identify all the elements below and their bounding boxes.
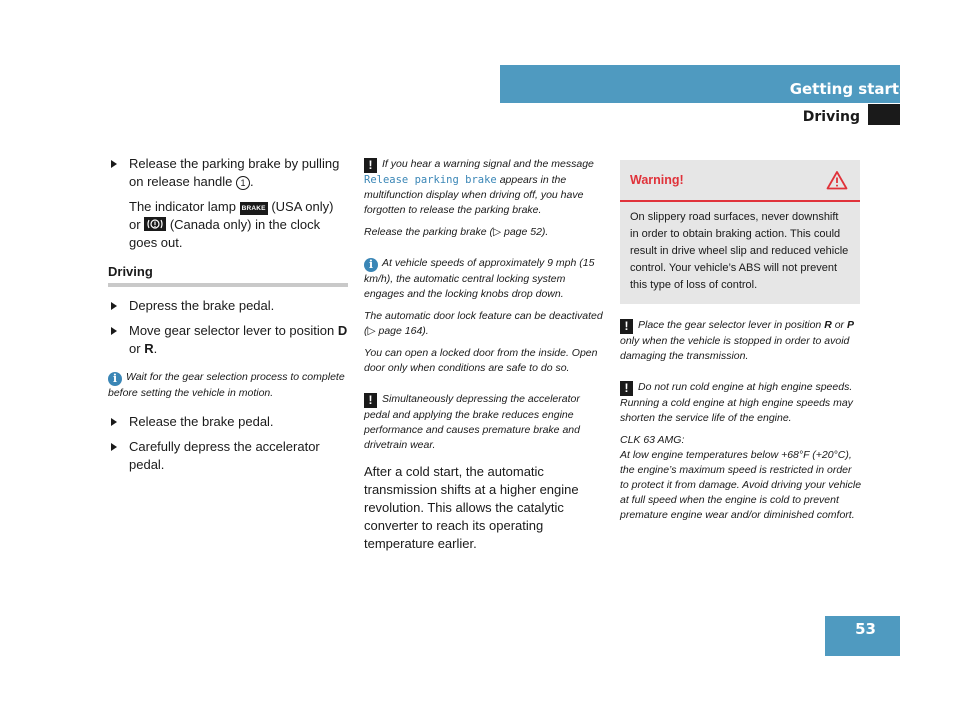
display-message: Release parking brake (364, 174, 497, 186)
column-middle (364, 157, 606, 553)
heading-rule (108, 283, 348, 287)
warning-body: On slippery road surfaces, never downshift in order to obtain braking action. This could result in drive wheel slip and reduced vehicle control. Your vehicle’s ABS will not prevent this type of loss of control. (630, 211, 849, 291)
column-left (108, 155, 350, 481)
step-release-parking-brake: Release the parking brake by pulling on release handle 1 . (108, 155, 350, 191)
column-right (620, 160, 862, 530)
amg-title: CLK 63 AMG: (620, 434, 685, 446)
warning-box (620, 160, 860, 304)
note-parking-brake-ref: Release the parking brake (▷ page 52). (364, 226, 549, 238)
info-icon: i (108, 372, 122, 386)
info-open-locked-door: You can open a locked door from the inside. Open door only when conditions are safe to do so. (364, 347, 598, 374)
amg-body: At low engine temperatures below +68°F (+20°C), the engine’s maximum speed is restricted in order to protect it from damage. Avoid driving your vehicle at full speed when the engine is cold to prevent premature engine wear and/or diminished comfort. (620, 449, 862, 521)
exclamation-icon: ! (364, 158, 377, 173)
info-door-lock-deactivate: The automatic door lock feature can be deactivated (▷ page 164). (364, 310, 603, 337)
info-note-gear-selection: i Wait for the gear selection process to complete before setting the vehicle in motion. (108, 371, 345, 399)
indicator-text: The indicator lamp BRAKE (USA only) or (Canada only) in the clock goes out. (129, 199, 334, 250)
triangle-bullet-icon (111, 327, 117, 335)
triangle-bullet-icon (111, 302, 117, 310)
step-depress-brake: Depress the brake pedal. (108, 297, 350, 315)
step-release-brake: Release the brake pedal. (108, 413, 350, 431)
warning-triangle-icon (826, 170, 848, 190)
page-number: 53 (855, 620, 876, 638)
callout-number: 1 (236, 176, 250, 190)
triangle-bullet-icon (111, 418, 117, 426)
triangle-bullet-icon (111, 160, 117, 168)
note-gear-selector-position: ! Place the gear selector lever in position R or P only when the vehicle is stopped in order to avoid damaging the transmission. (620, 319, 854, 362)
exclamation-icon: ! (620, 319, 633, 334)
note-parking-brake-warning: ! If you hear a warning signal and the message Release parking brake appears in the multifunction display when driving off, you have forgotten to release the parking brake. (364, 158, 594, 216)
header-tab (868, 104, 900, 125)
info-icon: i (364, 258, 378, 272)
subsection-title: Driving (802, 109, 860, 125)
exclamation-icon: ! (364, 393, 377, 408)
exclamation-icon: ! (620, 381, 633, 396)
step-depress-accelerator: Carefully depress the accelerator pedal. (108, 438, 350, 474)
warning-title: Warning! (630, 173, 684, 187)
note-accelerator-brake: ! Simultaneously depressing the accelerator pedal and applying the brake reduces engine performance and causes premature brake and drivetrain wear. (364, 393, 580, 451)
step-move-selector: Move gear selector lever to position D or R. (108, 322, 350, 358)
note-cold-engine: ! Do not run cold engine at high engine speeds. Running a cold engine at high engine speeds may shorten the service life of the engine. (620, 381, 853, 424)
brake-indicator-icon: BRAKE (240, 202, 268, 215)
parking-brake-canada-icon (144, 217, 166, 231)
heading-driving: Driving (108, 264, 153, 279)
warning-header (620, 160, 860, 202)
body-cold-start: After a cold start, the automatic transmission shifts at a higher engine revolution. This allows the catalytic converter to reach its operating temperature earlier. (364, 464, 579, 551)
section-title: Getting started (789, 80, 920, 98)
triangle-bullet-icon (111, 443, 117, 451)
info-central-locking: i At vehicle speeds of approximately 9 mph (15 km/h), the automatic central locking system engages and the locking knobs drop down. (364, 257, 595, 300)
